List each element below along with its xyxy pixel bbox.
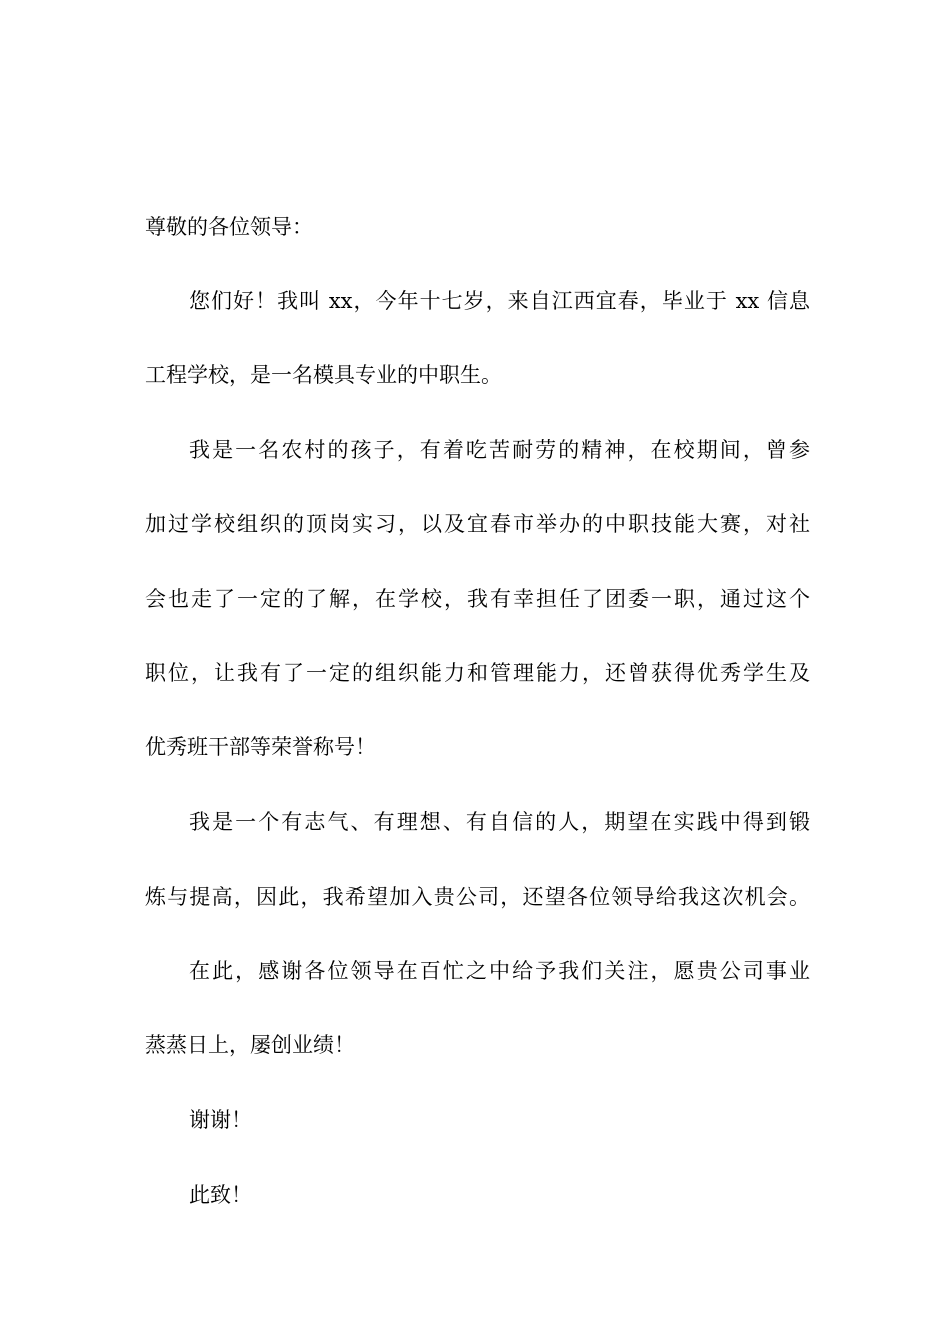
salutation: 尊敬的各位领导： (145, 215, 313, 239)
paragraph-line: 蒸蒸日上，屡创业绩！ (145, 1033, 355, 1057)
paragraph-line: 您们好！我叫 xx，今年十七岁，来自江西宜春，毕业于 xx 信息 (189, 289, 810, 313)
paragraph-line: 加过学校组织的顶岗实习，以及宜春市举办的中职技能大赛，对社 (145, 512, 810, 536)
paragraph-line: 在此，感谢各位领导在百忙之中给予我们关注，愿贵公司事业 (189, 959, 810, 983)
closing-line: 此致！ (189, 1183, 252, 1207)
paragraph-line: 我是一名农村的孩子，有着吃苦耐劳的精神，在校期间，曾参 (189, 438, 810, 462)
paragraph-line: 会也走了一定的了解，在学校，我有幸担任了团委一职，通过这个 (145, 587, 810, 611)
paragraph-line: 工程学校，是一名模具专业的中职生。 (145, 363, 502, 387)
paragraph-line: 我是一个有志气、有理想、有自信的人，期望在实践中得到锻 (189, 810, 810, 834)
paragraph-line: 优秀班干部等荣誉称号！ (145, 735, 376, 759)
paragraph-line: 炼与提高，因此，我希望加入贵公司，还望各位领导给我这次机会。 (145, 885, 810, 909)
thanks-line: 谢谢！ (189, 1108, 252, 1132)
paragraph-line: 职位，让我有了一定的组织能力和管理能力，还曾获得优秀学生及 (145, 661, 810, 685)
